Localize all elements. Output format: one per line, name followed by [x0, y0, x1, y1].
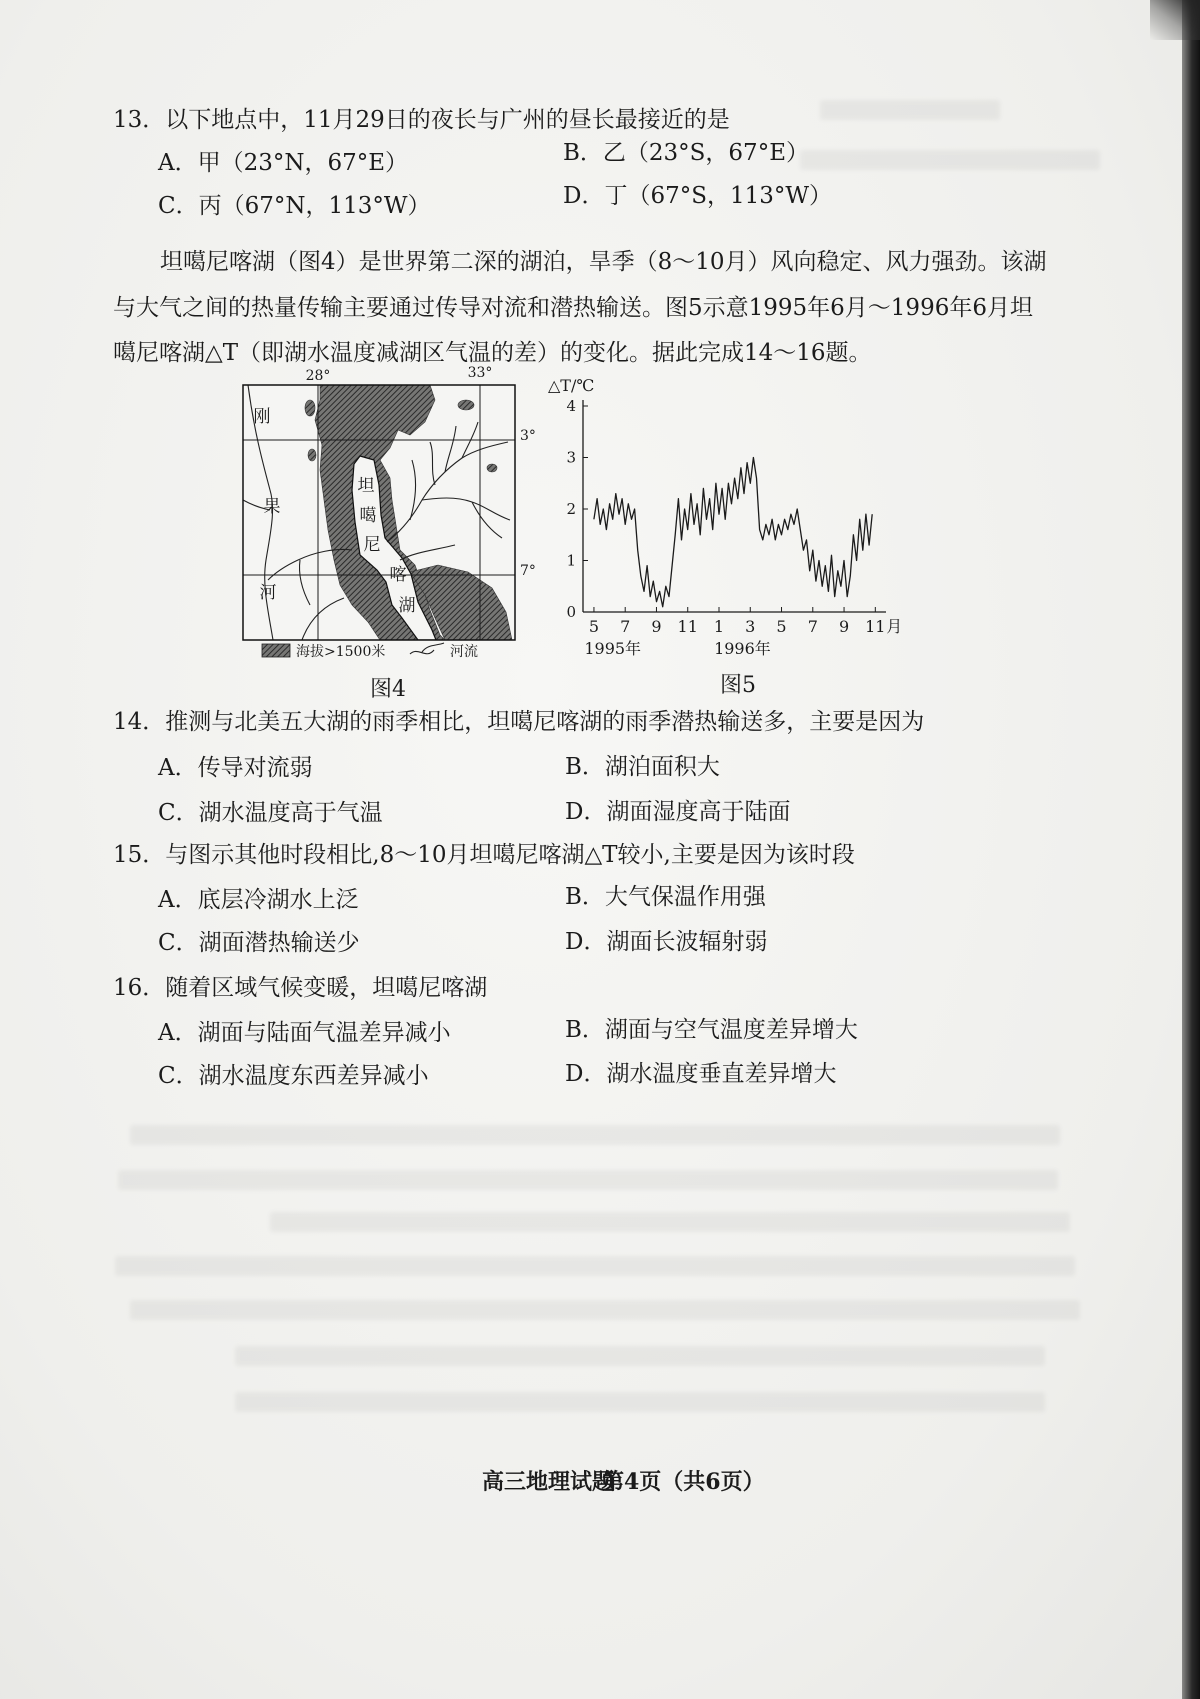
lake-label-char-4: 喀: [389, 565, 407, 585]
question-15-stem: 15．与图示其他时段相比,8～10月坦噶尼喀湖△T较小,主要是因为该时段: [113, 842, 855, 868]
question-13-option-c: C．丙（67°N，113°W）: [158, 193, 431, 219]
footer-subject: 高三地理试题: [482, 1469, 615, 1495]
question-15-option-c: C．湖面潜热输送少: [158, 930, 360, 956]
legend-highland-label: 海拔>1500米: [296, 644, 386, 660]
bleed-through-shadow: [235, 1392, 1045, 1412]
x-unit-label: 月: [886, 617, 903, 636]
bleed-through-shadow: [820, 100, 1000, 120]
series-line-delta-t: [594, 458, 872, 607]
question-13-option-b: B．乙（23°S，67°E）: [563, 140, 809, 166]
question-14-option-c: C．湖水温度高于气温: [158, 800, 383, 826]
figure-4-caption: 图4: [370, 677, 406, 702]
figure-5-chart: [540, 368, 915, 668]
footer-page-number: 第4页（共6页）: [602, 1469, 765, 1495]
lake-label-char-2: 噶: [359, 506, 377, 526]
y-tick-label: 1: [566, 551, 576, 570]
question-16-option-d: D．湖水温度垂直差异增大: [565, 1061, 837, 1087]
bleed-through-shadow: [115, 1256, 1075, 1276]
x-tick-label: 7: [807, 617, 818, 636]
x-tick-label: 3: [745, 617, 756, 636]
x-tick-label: 5: [776, 617, 787, 636]
highland-patch: [458, 400, 474, 410]
bleed-through-shadow: [130, 1125, 1060, 1145]
lat-label-3: 3°: [520, 428, 536, 444]
highland-patch: [308, 449, 316, 461]
x-tick-label: 9: [838, 617, 850, 636]
question-16-option-a: A．湖面与陆面气温差异减小: [158, 1020, 451, 1046]
lake-label-char-1: 坦: [357, 476, 375, 496]
bleed-through-shadow: [270, 1212, 1070, 1232]
x-tick-label: 7: [620, 617, 631, 636]
intro-line-2: 与大气之间的热量传输主要通过传导对流和潜热输送。图5示意1995年6月～1996年6月坦: [113, 295, 1033, 321]
chart-ylabel: △T/℃: [548, 376, 595, 395]
y-tick-label: 4: [566, 397, 576, 415]
question-14-option-a: A．传导对流弱: [158, 755, 313, 781]
highland-patch: [305, 400, 315, 416]
x-tick-label: 11: [865, 617, 886, 636]
chart-svg: [540, 368, 915, 668]
legend-river-symbol: [410, 643, 444, 654]
congo-label-char-1: 刚: [253, 407, 271, 427]
scan-dark-edge: [1182, 0, 1200, 1699]
question-14-option-d: D．湖面湿度高于陆面: [565, 799, 791, 825]
y-tick-label: 2: [566, 500, 576, 518]
question-16-option-c: C．湖水温度东西差异减小: [158, 1063, 429, 1089]
question-16-stem: 16．随着区域气候变暖，坦噶尼喀湖: [113, 975, 488, 1001]
legend-highland-swatch: [262, 644, 290, 657]
y-tick-label: 3: [566, 448, 576, 467]
question-13-option-a: A．甲（23°N，67°E）: [158, 150, 409, 176]
question-16-option-b: B．湖面与空气温度差异增大: [565, 1017, 858, 1043]
x-tick-label: 9: [651, 617, 662, 636]
lat-label-7: 7°: [520, 563, 536, 579]
intro-line-1: 坦噶尼喀湖（图4）是世界第二深的湖泊，旱季（8～10月）风向稳定、风力强劲。该湖: [160, 249, 1047, 275]
legend-river-label: 河流: [450, 644, 478, 660]
x-tick-label: 5: [588, 617, 600, 636]
bleed-through-shadow: [235, 1346, 1045, 1366]
lake-label-char-5: 湖: [398, 596, 416, 616]
x-tick-label: 1: [713, 617, 725, 636]
bleed-through-shadow: [800, 150, 1100, 170]
lake-label-char-3: 尼: [363, 535, 381, 555]
lon-label-33: 33°: [467, 365, 493, 381]
figure-5-caption: 图5: [720, 673, 756, 698]
question-13-stem: 13．以下地点中，11月29日的夜长与广州的昼长最接近的是: [113, 107, 730, 133]
year-label: 1996年: [714, 639, 771, 658]
question-15-option-b: B．大气保温作用强: [565, 884, 766, 910]
lon-label-28: 28°: [305, 368, 331, 384]
congo-label-char-2: 果: [263, 497, 281, 517]
y-tick-label: 0: [566, 603, 576, 621]
question-15-option-d: D．湖面长波辐射弱: [565, 929, 768, 955]
question-13-option-d: D．丁（67°S，113°W）: [563, 183, 833, 209]
question-14-stem: 14．推测与北美五大湖的雨季相比，坦噶尼喀湖的雨季潜热输送多，主要是因为: [113, 709, 925, 735]
figure-4-map: [240, 360, 540, 665]
highland-patch: [487, 464, 497, 472]
scan-dark-corner: [1150, 0, 1200, 40]
question-15-option-a: A．底层冷湖水上泛: [158, 887, 359, 913]
bleed-through-shadow: [118, 1170, 1058, 1190]
map-svg: [240, 360, 540, 665]
intro-line-3: 噶尼喀湖△T（即湖水温度减湖区气温的差）的变化。据此完成14～16题。: [113, 340, 872, 366]
question-14-option-b: B．湖泊面积大: [565, 754, 720, 780]
x-tick-label: 11: [677, 617, 698, 636]
congo-label-char-3: 河: [259, 583, 277, 603]
year-label: 1995年: [584, 639, 642, 658]
bleed-through-shadow: [130, 1300, 1080, 1320]
